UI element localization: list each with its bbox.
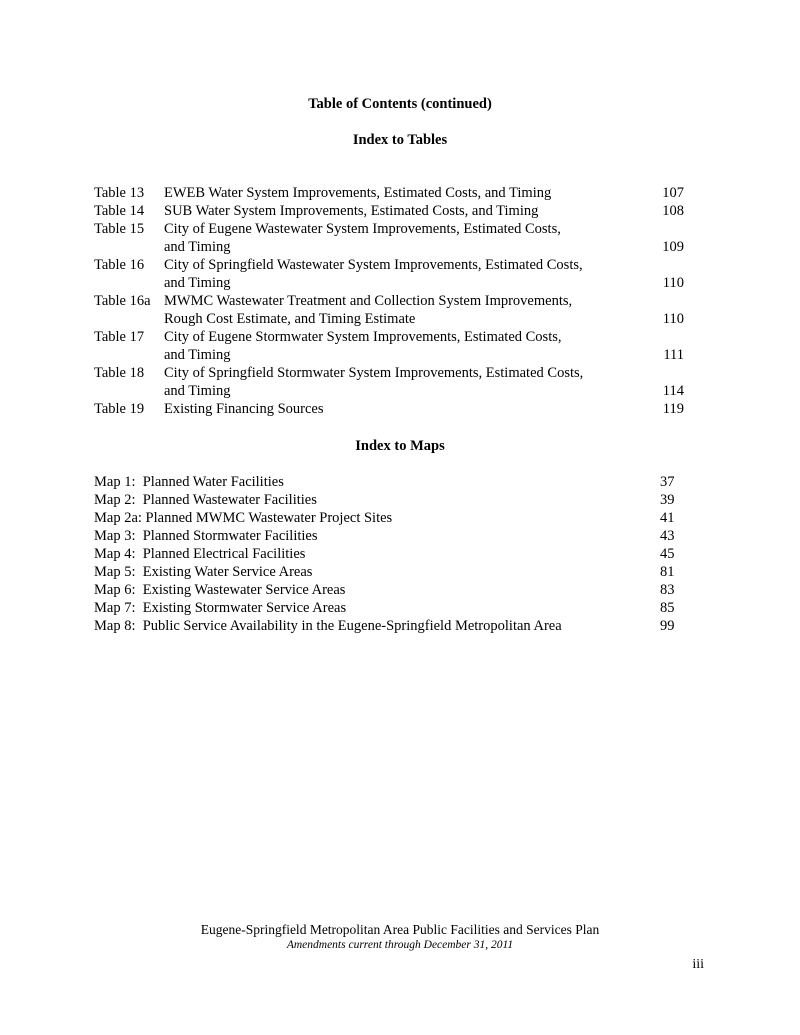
- table-title-line: and Timing: [164, 239, 231, 255]
- table-page-number: 109: [662, 239, 684, 255]
- page-title: Table of Contents (continued): [308, 96, 492, 112]
- map-page-number: 45: [660, 546, 675, 562]
- footer-title: Eugene-Springfield Metropolitan Area Public Facilities and Services Plan: [200, 922, 600, 937]
- map-label: Map 3: Planned Stormwater Facilities: [94, 528, 318, 544]
- table-label: Table 17: [94, 329, 145, 345]
- table-index-row: [94, 184, 684, 202]
- table-title-line: City of Eugene Stormwater System Improvements, Estimated Costs,: [164, 329, 562, 345]
- table-title-line: and Timing: [164, 383, 231, 399]
- table-index-row: [94, 274, 684, 292]
- maps-index-heading: Index to Maps: [355, 438, 445, 454]
- table-page-number: 111: [663, 347, 684, 363]
- maps-index-list: [94, 473, 684, 635]
- map-index-row: [94, 545, 684, 563]
- table-label: Table 15: [94, 221, 145, 237]
- table-index-row: [94, 400, 684, 418]
- table-title-line: and Timing: [164, 347, 231, 363]
- map-index-row: [94, 563, 684, 581]
- table-title-line: SUB Water System Improvements, Estimated Costs, and Timing: [164, 203, 539, 219]
- table-title-line: City of Springfield Wastewater System Improvements, Estimated Costs,: [164, 257, 583, 273]
- map-label: Map 8: Public Service Availability in the Eugene-Springfield Metropolitan Area: [94, 618, 562, 634]
- table-index-row: [94, 310, 684, 328]
- table-title-line: and Timing: [164, 275, 231, 291]
- map-index-row: [94, 617, 684, 635]
- table-page-number: 107: [662, 185, 684, 201]
- table-label: Table 16a: [94, 293, 151, 309]
- table-index-row: [94, 256, 684, 274]
- map-index-row: [94, 509, 684, 527]
- tables-index-list: [94, 184, 684, 418]
- map-page-number: 81: [660, 564, 675, 580]
- table-title-line: Rough Cost Estimate, and Timing Estimate: [164, 311, 416, 327]
- map-index-row: [94, 473, 684, 491]
- table-index-row: [94, 220, 684, 238]
- table-label: Table 13: [94, 185, 145, 201]
- table-index-row: [94, 292, 684, 310]
- map-page-number: 41: [660, 510, 675, 526]
- map-page-number: 83: [660, 582, 675, 598]
- map-index-row: [94, 599, 684, 617]
- map-page-number: 43: [660, 528, 675, 544]
- map-page-number: 85: [660, 600, 675, 616]
- table-index-row: [94, 382, 684, 400]
- map-label: Map 4: Planned Electrical Facilities: [94, 546, 306, 562]
- table-label: Table 14: [94, 203, 145, 219]
- table-label: Table 19: [94, 401, 145, 417]
- map-label: Map 7: Existing Stormwater Service Areas: [94, 600, 347, 616]
- table-index-row: [94, 202, 684, 220]
- map-label: Map 2: Planned Wastewater Facilities: [94, 492, 317, 508]
- map-label: Map 2a: Planned MWMC Wastewater Project Sites: [94, 510, 393, 526]
- map-index-row: [94, 527, 684, 545]
- table-index-row: [94, 364, 684, 382]
- table-page-number: 114: [662, 383, 684, 399]
- table-page-number: 108: [662, 203, 684, 219]
- map-label: Map 1: Planned Water Facilities: [94, 474, 284, 490]
- map-label: Map 6: Existing Wastewater Service Areas: [94, 582, 346, 598]
- table-page-number: 110: [662, 275, 684, 291]
- table-title-line: MWMC Wastewater Treatment and Collection System Improvements,: [164, 293, 573, 309]
- map-page-number: 37: [660, 474, 675, 490]
- table-index-row: [94, 346, 684, 364]
- map-label: Map 5: Existing Water Service Areas: [94, 564, 313, 580]
- table-index-row: [94, 238, 684, 256]
- table-label: Table 16: [94, 257, 145, 273]
- map-index-row: [94, 581, 684, 599]
- tables-index-heading: Index to Tables: [352, 132, 448, 148]
- table-page-number: 119: [662, 401, 684, 417]
- table-label: Table 18: [94, 365, 145, 381]
- table-title-line: EWEB Water System Improvements, Estimated Costs, and Timing: [164, 185, 552, 201]
- map-page-number: 39: [660, 492, 675, 508]
- table-title-line: City of Springfield Stormwater System Improvements, Estimated Costs,: [164, 365, 584, 381]
- table-title-line: City of Eugene Wastewater System Improvements, Estimated Costs,: [164, 221, 561, 237]
- table-page-number: 110: [662, 311, 684, 327]
- page-number: iii: [692, 957, 704, 972]
- map-page-number: 99: [660, 618, 675, 634]
- map-index-row: [94, 491, 684, 509]
- table-title-line: Existing Financing Sources: [164, 401, 324, 417]
- table-index-row: [94, 328, 684, 346]
- footer-subtitle: Amendments current through December 31, 2011: [286, 939, 514, 951]
